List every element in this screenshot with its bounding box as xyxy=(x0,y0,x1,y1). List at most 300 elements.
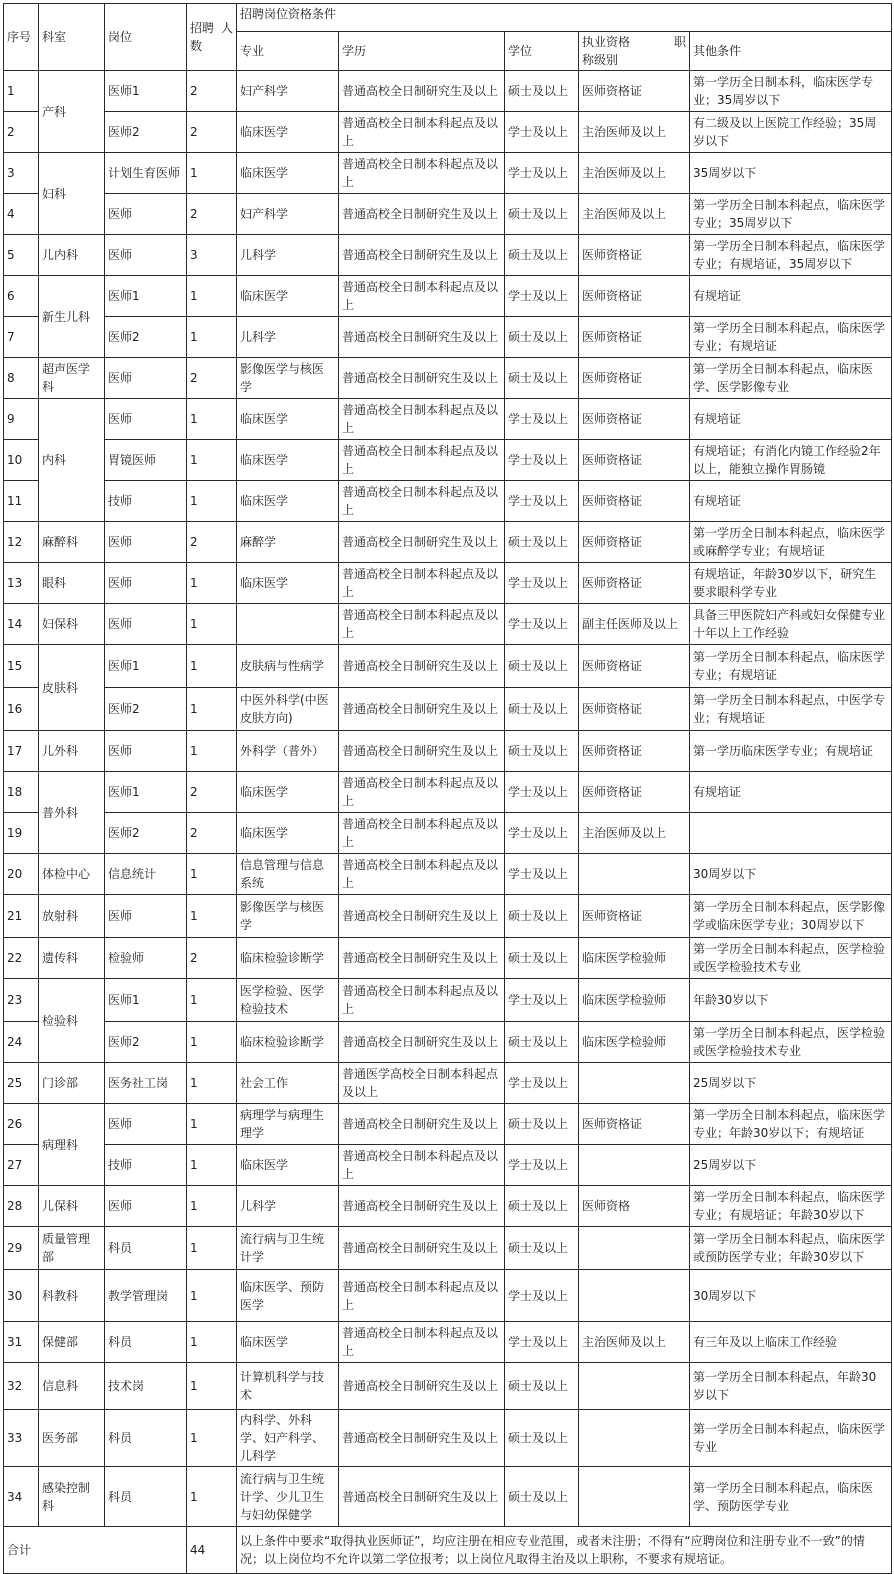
cell-license: 医师资格 xyxy=(579,1186,690,1227)
cell-education: 普通高校全日制研究生及以上 xyxy=(339,1186,505,1227)
cell-seq: 25 xyxy=(4,1063,39,1104)
cell-position: 医师2 xyxy=(105,688,187,731)
cell-major: 儿科学 xyxy=(237,317,339,358)
cell-major: 麻醉学 xyxy=(237,522,339,563)
table-row xyxy=(4,235,892,276)
cell-count: 2 xyxy=(187,813,237,854)
cell-education: 普通高校全日制研究生及以上 xyxy=(339,688,505,731)
dept-cell: 普外科 xyxy=(39,772,105,854)
cell-degree: 硕士及以上 xyxy=(505,1410,579,1467)
header-count: 招聘 人 数 xyxy=(187,4,237,71)
cell-position: 医师 xyxy=(105,358,187,399)
cell-license xyxy=(579,1227,690,1270)
cell-seq: 31 xyxy=(4,1322,39,1363)
cell-count: 1 xyxy=(187,1322,237,1363)
total-note: 以上条件中要求“取得执业医师证”，均应注册在相应专业范围，或者未注册；不得有“应聘岗位和注册专业不一致”的情况；以上岗位均不允许以第二学位报考；以上岗位凡取得主治及以上职称，不要求有规培证。 xyxy=(237,1527,892,1574)
cell-position: 医师 xyxy=(105,563,187,604)
cell-major: 流行病与卫生统计学 xyxy=(237,1227,339,1270)
cell-other: 第一学历全日制本科起点，中医学专业；有规培证 xyxy=(690,688,892,731)
dept-cell: 产科 xyxy=(39,71,105,153)
cell-degree: 硕士及以上 xyxy=(505,645,579,688)
cell-major: 临床医学 xyxy=(237,772,339,813)
cell-degree: 学士及以上 xyxy=(505,276,579,317)
cell-other: 有二级及以上医院工作经验；35周岁以下 xyxy=(690,112,892,153)
table-row xyxy=(4,399,892,440)
cell-license xyxy=(579,1363,690,1410)
cell-count: 1 xyxy=(187,1227,237,1270)
cell-count: 1 xyxy=(187,1104,237,1145)
cell-license: 主治医师及以上 xyxy=(579,153,690,194)
cell-license: 临床医学检验师 xyxy=(579,1022,690,1063)
cell-count: 2 xyxy=(187,112,237,153)
cell-major: 社会工作 xyxy=(237,1063,339,1104)
dept-cell: 保健部 xyxy=(39,1322,105,1363)
cell-count: 2 xyxy=(187,71,237,112)
cell-major: 临床医学、预防医学 xyxy=(237,1270,339,1322)
cell-count: 1 xyxy=(187,153,237,194)
cell-other: 有规培证 xyxy=(690,399,892,440)
cell-other: 有规培证 xyxy=(690,276,892,317)
cell-degree: 学士及以上 xyxy=(505,563,579,604)
table-row xyxy=(4,645,892,688)
header-seq: 序号 xyxy=(4,4,39,71)
cell-count: 1 xyxy=(187,276,237,317)
cell-seq: 13 xyxy=(4,563,39,604)
cell-other: 具备三甲医院妇产科或妇女保健专业十年以上工作经验 xyxy=(690,604,892,645)
cell-education: 普通高校全日制本科起点及以上 xyxy=(339,276,505,317)
cell-position: 医师 xyxy=(105,604,187,645)
cell-license: 医师资格证 xyxy=(579,317,690,358)
cell-other: 第一学历全日制本科起点，临床医学专业；年龄30岁以下；有规培证 xyxy=(690,1104,892,1145)
cell-license xyxy=(579,1063,690,1104)
cell-other: 第一学历全日制本科起点，临床医学、医学影像专业 xyxy=(690,358,892,399)
table-row xyxy=(4,440,892,481)
header-license: 执业资格 职 称级别 xyxy=(579,32,690,71)
dept-cell: 医务部 xyxy=(39,1410,105,1467)
cell-education: 普通高校全日制研究生及以上 xyxy=(339,731,505,772)
dept-cell: 质量管理部 xyxy=(39,1227,105,1270)
cell-seq: 33 xyxy=(4,1410,39,1467)
cell-major: 妇产科学 xyxy=(237,71,339,112)
cell-education: 普通高校全日制研究生及以上 xyxy=(339,1467,505,1527)
cell-major: 计算机科学与技术 xyxy=(237,1363,339,1410)
cell-seq: 32 xyxy=(4,1363,39,1410)
dept-cell: 皮肤科 xyxy=(39,645,105,731)
dept-cell: 超声医学科 xyxy=(39,358,105,399)
dept-cell: 病理科 xyxy=(39,1104,105,1186)
cell-seq: 12 xyxy=(4,522,39,563)
cell-education: 普通高校全日制本科起点及以上 xyxy=(339,153,505,194)
cell-major: 临床医学 xyxy=(237,481,339,522)
cell-position: 医师 xyxy=(105,522,187,563)
cell-count: 2 xyxy=(187,938,237,979)
cell-education: 普通高校全日制本科起点及以上 xyxy=(339,1145,505,1186)
cell-position: 医师2 xyxy=(105,1022,187,1063)
cell-position: 医师 xyxy=(105,194,187,235)
cell-other: 第一学历全日制本科起点，临床医学专业；有规培证；年龄30岁以下 xyxy=(690,1186,892,1227)
cell-position: 技师 xyxy=(105,1145,187,1186)
cell-seq: 21 xyxy=(4,895,39,938)
cell-degree: 学士及以上 xyxy=(505,772,579,813)
cell-seq: 26 xyxy=(4,1104,39,1145)
cell-seq: 20 xyxy=(4,854,39,895)
cell-license: 主治医师及以上 xyxy=(579,813,690,854)
cell-major: 中医外科学(中医皮肤方向) xyxy=(237,688,339,731)
cell-other: 25周岁以下 xyxy=(690,1063,892,1104)
cell-degree: 学士及以上 xyxy=(505,1270,579,1322)
cell-major: 医学检验、医学检验技术 xyxy=(237,979,339,1022)
dept-cell: 遗传科 xyxy=(39,938,105,979)
dept-cell: 儿内科 xyxy=(39,235,105,276)
dept-cell: 麻醉科 xyxy=(39,522,105,563)
cell-other: 30周岁以下 xyxy=(690,1270,892,1322)
cell-count: 2 xyxy=(187,194,237,235)
cell-degree: 硕士及以上 xyxy=(505,1227,579,1270)
cell-other: 第一学历全日制本科起点，临床医学专业；35周岁以下 xyxy=(690,194,892,235)
cell-count: 1 xyxy=(187,1467,237,1527)
cell-major: 临床检验诊断学 xyxy=(237,1022,339,1063)
cell-major: 影像医学与核医学 xyxy=(237,895,339,938)
dept-cell: 体检中心 xyxy=(39,854,105,895)
cell-seq: 27 xyxy=(4,1145,39,1186)
cell-degree: 学士及以上 xyxy=(505,481,579,522)
cell-degree: 硕士及以上 xyxy=(505,1186,579,1227)
cell-license xyxy=(579,1145,690,1186)
table-row xyxy=(4,1104,892,1145)
cell-education: 普通高校全日制研究生及以上 xyxy=(339,358,505,399)
dept-cell: 儿保科 xyxy=(39,1186,105,1227)
cell-major: 妇产科学 xyxy=(237,194,339,235)
total-label: 合计 xyxy=(4,1527,187,1574)
cell-count: 1 xyxy=(187,731,237,772)
cell-degree: 硕士及以上 xyxy=(505,1104,579,1145)
cell-degree: 硕士及以上 xyxy=(505,317,579,358)
cell-education: 普通高校全日制研究生及以上 xyxy=(339,194,505,235)
cell-other: 有规培证；有消化内镜工作经验2年以上，能独立操作胃肠镜 xyxy=(690,440,892,481)
table-row xyxy=(4,1227,892,1270)
cell-count: 1 xyxy=(187,854,237,895)
cell-position: 科员 xyxy=(105,1322,187,1363)
cell-position: 信息统计 xyxy=(105,854,187,895)
cell-count: 1 xyxy=(187,440,237,481)
cell-seq: 18 xyxy=(4,772,39,813)
cell-license: 医师资格证 xyxy=(579,1104,690,1145)
cell-degree: 学士及以上 xyxy=(505,813,579,854)
cell-education: 普通高校全日制研究生及以上 xyxy=(339,235,505,276)
cell-license: 医师资格证 xyxy=(579,731,690,772)
cell-count: 1 xyxy=(187,1145,237,1186)
cell-major: 临床医学 xyxy=(237,813,339,854)
cell-seq: 11 xyxy=(4,481,39,522)
cell-degree: 硕士及以上 xyxy=(505,1363,579,1410)
cell-education: 普通高校全日制本科起点及以上 xyxy=(339,399,505,440)
cell-other: 第一学历全日制本科起点，医学检验或医学检验技术专业 xyxy=(690,1022,892,1063)
cell-other: 第一学历全日制本科起点，临床医学专业 xyxy=(690,1410,892,1467)
cell-position: 科员 xyxy=(105,1410,187,1467)
cell-education: 普通高校全日制研究生及以上 xyxy=(339,895,505,938)
table-row xyxy=(4,563,892,604)
cell-other xyxy=(690,813,892,854)
cell-major: 内科学、外科学、妇产科学、儿科学 xyxy=(237,1410,339,1467)
cell-seq: 29 xyxy=(4,1227,39,1270)
cell-degree: 学士及以上 xyxy=(505,1145,579,1186)
cell-count: 1 xyxy=(187,563,237,604)
cell-degree: 学士及以上 xyxy=(505,604,579,645)
table-row xyxy=(4,153,892,194)
cell-seq: 16 xyxy=(4,688,39,731)
cell-seq: 10 xyxy=(4,440,39,481)
cell-license: 临床医学检验师 xyxy=(579,979,690,1022)
cell-other: 25周岁以下 xyxy=(690,1145,892,1186)
cell-degree: 硕士及以上 xyxy=(505,1467,579,1527)
cell-other: 30周岁以下 xyxy=(690,854,892,895)
cell-education: 普通高校全日制研究生及以上 xyxy=(339,1410,505,1467)
cell-license: 医师资格证 xyxy=(579,895,690,938)
table-row xyxy=(4,895,892,938)
cell-seq: 23 xyxy=(4,979,39,1022)
cell-position: 教学管理岗 xyxy=(105,1270,187,1322)
cell-other: 第一学历全日制本科起点，临床医学专业；有规培证，35周岁以下 xyxy=(690,235,892,276)
cell-position: 医师 xyxy=(105,1186,187,1227)
cell-seq: 34 xyxy=(4,1467,39,1527)
cell-position: 医师1 xyxy=(105,979,187,1022)
cell-education: 普通高校全日制本科起点及以上 xyxy=(339,112,505,153)
cell-major xyxy=(237,604,339,645)
cell-degree: 硕士及以上 xyxy=(505,235,579,276)
cell-other: 35周岁以下 xyxy=(690,153,892,194)
cell-seq: 9 xyxy=(4,399,39,440)
cell-other: 第一学历全日制本科起点，临床医学专业；有规培证 xyxy=(690,645,892,688)
cell-position: 医师2 xyxy=(105,112,187,153)
cell-degree: 学士及以上 xyxy=(505,979,579,1022)
cell-degree: 学士及以上 xyxy=(505,112,579,153)
table-row xyxy=(4,1022,892,1063)
cell-education: 普通高校全日制本科起点及以上 xyxy=(339,481,505,522)
table-row xyxy=(4,813,892,854)
cell-education: 普通高校全日制本科起点及以上 xyxy=(339,1322,505,1363)
cell-degree: 硕士及以上 xyxy=(505,71,579,112)
table-row xyxy=(4,1145,892,1186)
cell-seq: 8 xyxy=(4,358,39,399)
cell-degree: 硕士及以上 xyxy=(505,194,579,235)
cell-major: 影像医学与核医学 xyxy=(237,358,339,399)
cell-education: 普通高校全日制研究生及以上 xyxy=(339,1104,505,1145)
cell-seq: 14 xyxy=(4,604,39,645)
cell-count: 1 xyxy=(187,1022,237,1063)
cell-license: 医师资格证 xyxy=(579,71,690,112)
cell-count: 1 xyxy=(187,1186,237,1227)
cell-degree: 学士及以上 xyxy=(505,399,579,440)
cell-license: 主治医师及以上 xyxy=(579,1322,690,1363)
table-row xyxy=(4,112,892,153)
cell-education: 普通高校全日制本科起点及以上 xyxy=(339,979,505,1022)
header-qualifications: 招聘岗位资格条件 xyxy=(237,4,892,32)
cell-degree: 硕士及以上 xyxy=(505,731,579,772)
table-row xyxy=(4,731,892,772)
header-major: 专业 xyxy=(237,32,339,71)
cell-degree: 学士及以上 xyxy=(505,153,579,194)
cell-other: 第一学历全日制本科起点，临床医学、预防医学专业 xyxy=(690,1467,892,1527)
dept-cell: 新生儿科 xyxy=(39,276,105,358)
cell-degree: 硕士及以上 xyxy=(505,1022,579,1063)
table-row xyxy=(4,604,892,645)
cell-education: 普通高校全日制研究生及以上 xyxy=(339,1022,505,1063)
cell-major: 临床医学 xyxy=(237,440,339,481)
cell-seq: 2 xyxy=(4,112,39,153)
cell-other: 第一学历全日制本科起点，年龄30岁以下 xyxy=(690,1363,892,1410)
cell-count: 2 xyxy=(187,522,237,563)
table-row xyxy=(4,938,892,979)
table-row xyxy=(4,194,892,235)
cell-major: 临床医学 xyxy=(237,399,339,440)
cell-position: 计划生育医师 xyxy=(105,153,187,194)
cell-other: 第一学历全日制本科，临床医学专业；35周岁以下 xyxy=(690,71,892,112)
cell-major: 流行病与卫生统计学、少儿卫生与妇幼保健学 xyxy=(237,1467,339,1527)
cell-position: 胃镜医师 xyxy=(105,440,187,481)
header-degree: 学位 xyxy=(505,32,579,71)
cell-license: 医师资格证 xyxy=(579,645,690,688)
cell-license: 医师资格证 xyxy=(579,688,690,731)
cell-license: 临床医学检验师 xyxy=(579,938,690,979)
cell-count: 1 xyxy=(187,1270,237,1322)
cell-position: 医师1 xyxy=(105,772,187,813)
dept-cell: 科教科 xyxy=(39,1270,105,1322)
cell-education: 普通高校全日制研究生及以上 xyxy=(339,938,505,979)
cell-count: 1 xyxy=(187,895,237,938)
cell-education: 普通高校全日制研究生及以上 xyxy=(339,522,505,563)
header-dept: 科室 xyxy=(39,4,105,71)
cell-position: 医务社工岗 xyxy=(105,1063,187,1104)
cell-major: 信息管理与信息系统 xyxy=(237,854,339,895)
cell-education: 普通高校全日制本科起点及以上 xyxy=(339,440,505,481)
cell-major: 儿科学 xyxy=(237,235,339,276)
dept-cell: 感染控制科 xyxy=(39,1467,105,1527)
table-body xyxy=(4,71,892,1527)
cell-other: 第一学历全日制本科起点，医学检验或医学检验技术专业 xyxy=(690,938,892,979)
cell-license: 医师资格证 xyxy=(579,399,690,440)
cell-position: 医师1 xyxy=(105,276,187,317)
cell-license: 医师资格证 xyxy=(579,522,690,563)
cell-position: 医师 xyxy=(105,1104,187,1145)
cell-license xyxy=(579,854,690,895)
dept-cell: 眼科 xyxy=(39,563,105,604)
dept-cell: 妇科 xyxy=(39,153,105,235)
cell-other: 有规培证 xyxy=(690,481,892,522)
cell-position: 科员 xyxy=(105,1467,187,1527)
cell-degree: 学士及以上 xyxy=(505,1063,579,1104)
cell-major: 临床医学 xyxy=(237,1145,339,1186)
header-position: 岗位 xyxy=(105,4,187,71)
cell-count: 1 xyxy=(187,399,237,440)
cell-major: 儿科学 xyxy=(237,1186,339,1227)
cell-position: 医师 xyxy=(105,235,187,276)
cell-license: 医师资格证 xyxy=(579,481,690,522)
table-row xyxy=(4,1467,892,1527)
cell-degree: 学士及以上 xyxy=(505,1322,579,1363)
cell-education: 普通高校全日制本科起点及以上 xyxy=(339,854,505,895)
table-row xyxy=(4,522,892,563)
cell-other: 有规培证，年龄30岁以下，研究生要求眼科学专业 xyxy=(690,563,892,604)
cell-position: 医师1 xyxy=(105,645,187,688)
table-row xyxy=(4,1270,892,1322)
cell-other: 有规培证 xyxy=(690,772,892,813)
cell-license: 主治医师及以上 xyxy=(579,112,690,153)
cell-count: 1 xyxy=(187,1063,237,1104)
cell-degree: 硕士及以上 xyxy=(505,688,579,731)
dept-cell: 内科 xyxy=(39,399,105,522)
table-row xyxy=(4,358,892,399)
table-row xyxy=(4,854,892,895)
cell-other: 第一学历临床医学专业；有规培证 xyxy=(690,731,892,772)
table-row xyxy=(4,1186,892,1227)
cell-license: 主治医师及以上 xyxy=(579,194,690,235)
cell-other: 有三年及以上临床工作经验 xyxy=(690,1322,892,1363)
cell-other: 第一学历全日制本科起点，临床医学或麻醉学专业；有规培证 xyxy=(690,522,892,563)
header-education: 学历 xyxy=(339,32,505,71)
cell-license: 医师资格证 xyxy=(579,563,690,604)
dept-cell: 门诊部 xyxy=(39,1063,105,1104)
cell-count: 1 xyxy=(187,688,237,731)
cell-position: 科员 xyxy=(105,1227,187,1270)
cell-seq: 3 xyxy=(4,153,39,194)
cell-major: 临床医学 xyxy=(237,276,339,317)
cell-degree: 学士及以上 xyxy=(505,440,579,481)
cell-education: 普通高校全日制本科起点及以上 xyxy=(339,604,505,645)
recruitment-table xyxy=(3,3,892,1574)
cell-education: 普通高校全日制研究生及以上 xyxy=(339,1227,505,1270)
cell-license xyxy=(579,1467,690,1527)
cell-education: 普通高校全日制本科起点及以上 xyxy=(339,1270,505,1322)
cell-license: 副主任医师及以上 xyxy=(579,604,690,645)
cell-degree: 硕士及以上 xyxy=(505,938,579,979)
cell-license: 医师资格证 xyxy=(579,358,690,399)
dept-cell: 儿外科 xyxy=(39,731,105,772)
cell-degree: 学士及以上 xyxy=(505,854,579,895)
cell-other: 第一学历全日制本科起点，临床医学专业；有规培证 xyxy=(690,317,892,358)
cell-other: 第一学历全日制本科起点，临床医学或预防医学专业；年龄30岁以下 xyxy=(690,1227,892,1270)
cell-count: 1 xyxy=(187,317,237,358)
cell-major: 临床医学 xyxy=(237,112,339,153)
dept-cell: 检验科 xyxy=(39,979,105,1063)
table-row xyxy=(4,979,892,1022)
cell-education: 普通高校全日制本科起点及以上 xyxy=(339,563,505,604)
table-row xyxy=(4,317,892,358)
cell-count: 1 xyxy=(187,604,237,645)
table-row xyxy=(4,1063,892,1104)
table-row xyxy=(4,1410,892,1467)
cell-seq: 5 xyxy=(4,235,39,276)
cell-education: 普通医学高校全日制本科起点及以上 xyxy=(339,1063,505,1104)
cell-license: 医师资格证 xyxy=(579,440,690,481)
cell-seq: 28 xyxy=(4,1186,39,1227)
table-row xyxy=(4,71,892,112)
cell-education: 普通高校全日制研究生及以上 xyxy=(339,1363,505,1410)
cell-license xyxy=(579,1410,690,1467)
cell-seq: 4 xyxy=(4,194,39,235)
cell-major: 临床医学 xyxy=(237,1322,339,1363)
cell-count: 3 xyxy=(187,235,237,276)
dept-cell: 信息科 xyxy=(39,1363,105,1410)
cell-count: 2 xyxy=(187,772,237,813)
cell-seq: 7 xyxy=(4,317,39,358)
cell-education: 普通高校全日制研究生及以上 xyxy=(339,71,505,112)
table-row xyxy=(4,481,892,522)
total-count: 44 xyxy=(187,1527,237,1574)
recruitment-table-container xyxy=(3,3,891,1574)
cell-major: 临床医学 xyxy=(237,563,339,604)
cell-seq: 15 xyxy=(4,645,39,688)
header-other: 其他条件 xyxy=(690,32,892,71)
